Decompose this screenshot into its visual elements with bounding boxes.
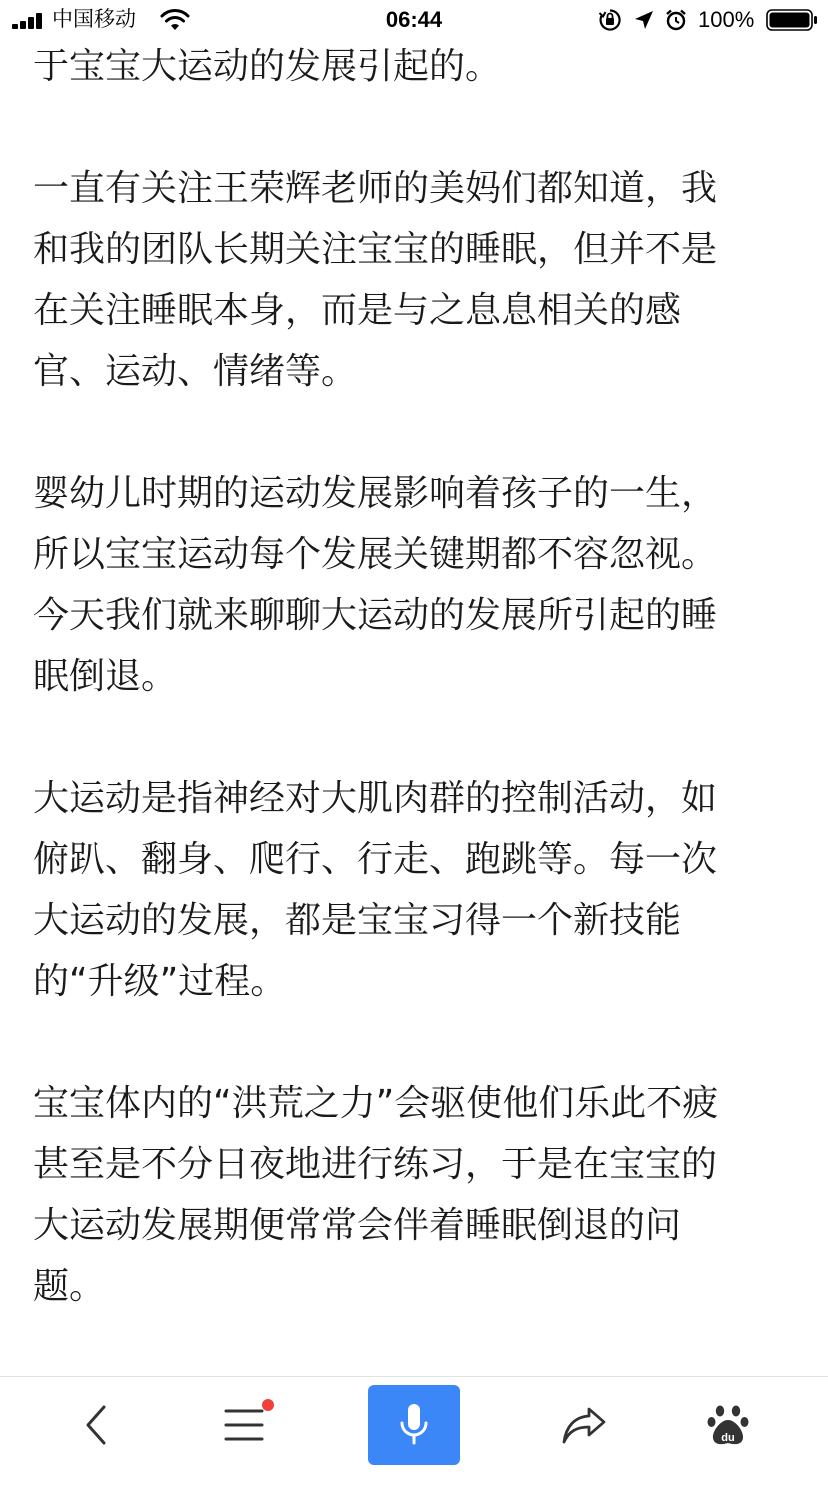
voice-button[interactable] — [368, 1385, 460, 1465]
article-paragraph: 婴幼儿时期的运动发展影响着孩子的一生， 所以宝宝运动每个发展关键期都不容忽视。 今天我们就来聊聊大运动的发展所引起的睡 眠倒退。 — [33, 473, 718, 697]
microphone-icon — [397, 1401, 431, 1449]
share-button[interactable] — [534, 1377, 634, 1473]
baidu-home-button[interactable] — [678, 1377, 778, 1473]
wifi-icon — [160, 8, 190, 32]
bottom-toolbar — [0, 1376, 828, 1473]
svg-text:du: du — [721, 1432, 735, 1444]
battery-icon — [766, 9, 818, 31]
share-arrow-icon — [561, 1405, 607, 1445]
article-paragraph: 宝宝体内的“洪荒之力”会驱使他们乐此不疲 甚至是不分日夜地进行练习，于是在宝宝的 大运动发展期便常常会伴着睡眠倒退的问 题。 — [33, 1083, 719, 1307]
notification-dot — [262, 1399, 274, 1411]
article-content — [33, 36, 803, 1500]
menu-icon — [224, 1407, 264, 1443]
signal-icon — [12, 13, 46, 29]
status-bar — [0, 0, 828, 40]
article-paragraph: 一直有关注王荣辉老师的美妈们都知道，我 和我的团队长期关注宝宝的睡眠，但并不是 在关注睡眠本身，而是与之息息相关的感 官、运动、情绪等。 — [33, 168, 718, 392]
menu-button[interactable] — [194, 1377, 294, 1473]
status-time: 06:44 — [385, 7, 443, 32]
location-icon — [632, 8, 656, 32]
baidu-paw-icon — [707, 1403, 749, 1447]
battery-percent: 100% — [698, 7, 755, 32]
article-paragraph: 大运动是指神经对大肌肉群的控制活动，如 俯趴、翻身、爬行、行走、跑跳等。每一次 大运动的发展，都是宝宝习得一个新技能 的“升级”过程。 — [33, 778, 718, 1002]
chevron-left-icon — [80, 1403, 112, 1447]
back-button[interactable] — [46, 1377, 146, 1473]
carrier-label: 中国移动 — [52, 8, 136, 31]
orientation-lock-icon — [598, 8, 622, 32]
alarm-icon — [664, 8, 688, 32]
article-paragraph: 于宝宝大运动的发展引起的。 — [33, 46, 502, 87]
